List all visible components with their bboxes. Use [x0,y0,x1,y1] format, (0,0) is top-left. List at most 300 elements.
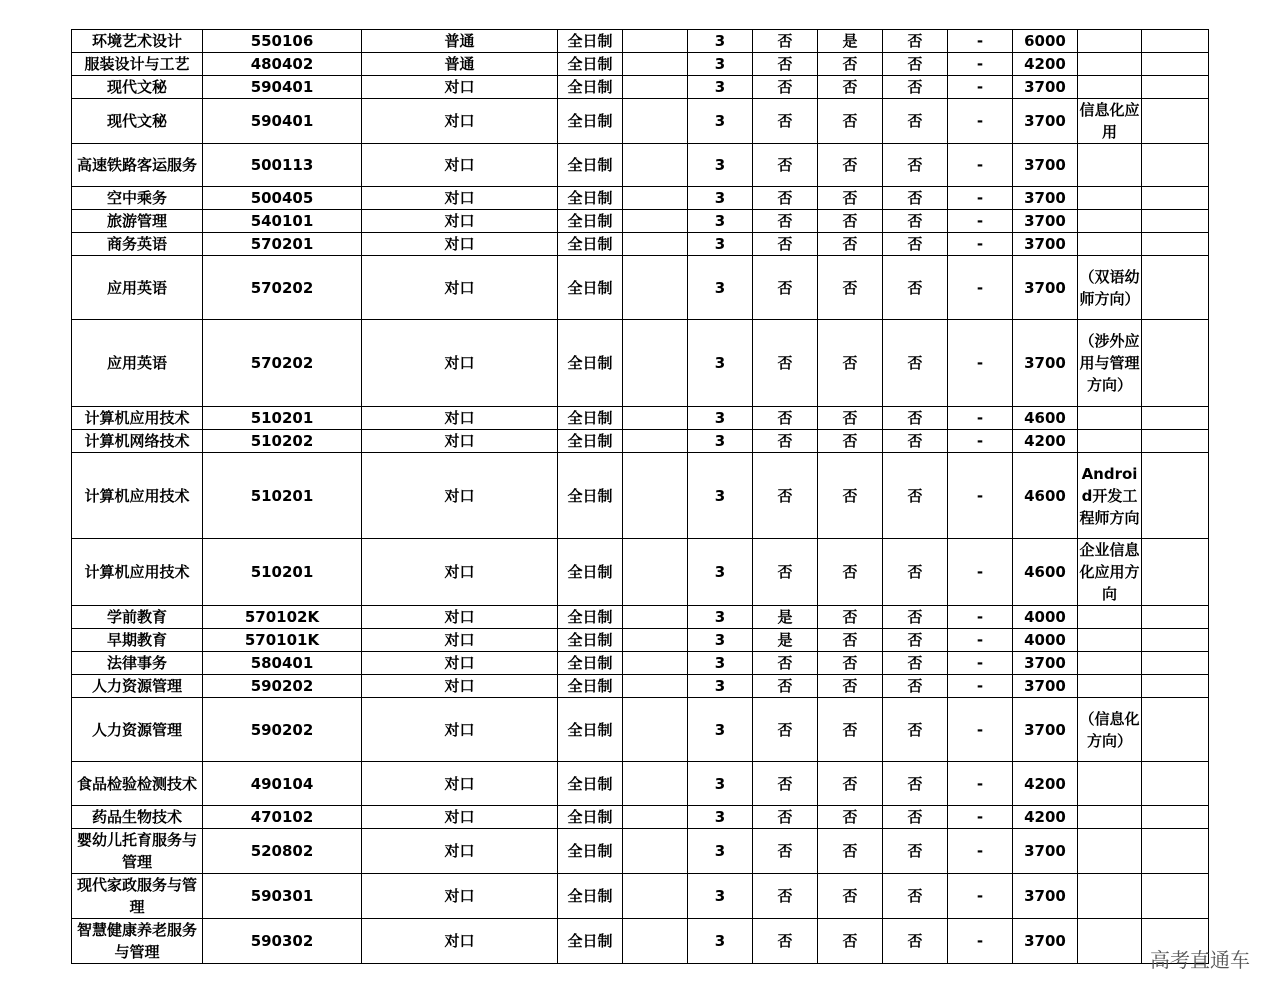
flag-3-cell: 否 [883,430,948,453]
blank-cell [623,144,688,187]
empty-cell [1142,698,1209,762]
admission-type-cell: 对口 [362,919,558,964]
blank-cell [623,874,688,919]
duration-years-cell: 3 [688,407,753,430]
table-row [72,187,1209,210]
major-code-cell: 570102K [203,606,362,629]
major-code-cell: 470102 [203,806,362,829]
duration-years-cell: 3 [688,30,753,53]
major-code-cell: 590302 [203,919,362,964]
flag-4-cell: - [948,30,1013,53]
note-cell [1078,874,1142,919]
flag-3-cell: 否 [883,539,948,606]
note-cell [1078,210,1142,233]
major-code-cell: 570202 [203,256,362,320]
admission-type-cell: 对口 [362,675,558,698]
study-mode-cell: 全日制 [558,233,623,256]
flag-2-cell: 否 [818,453,883,539]
flag-4-cell: - [948,629,1013,652]
table-row [72,698,1209,762]
blank-cell [623,453,688,539]
major-name-cell: 计算机应用技术 [72,453,203,539]
admission-type-cell: 对口 [362,829,558,874]
empty-cell [1142,829,1209,874]
flag-3-cell: 否 [883,919,948,964]
admission-type-cell: 对口 [362,453,558,539]
empty-cell [1142,430,1209,453]
duration-years-cell: 3 [688,76,753,99]
major-code-cell: 490104 [203,762,362,806]
flag-2-cell: 否 [818,256,883,320]
table-row [72,256,1209,320]
major-code-cell: 510202 [203,430,362,453]
major-code-cell: 590202 [203,698,362,762]
note-cell [1078,30,1142,53]
duration-years-cell: 3 [688,874,753,919]
table-row [72,430,1209,453]
note-cell: （涉外应用与管理方向） [1078,320,1142,407]
flag-2-cell: 否 [818,874,883,919]
flag-4-cell: - [948,675,1013,698]
major-code-cell: 550106 [203,30,362,53]
tuition-fee-cell: 4200 [1013,762,1078,806]
note-cell [1078,144,1142,187]
note-cell [1078,675,1142,698]
flag-4-cell: - [948,187,1013,210]
flag-4-cell: - [948,606,1013,629]
note-cell: Android开发工程师方向 [1078,453,1142,539]
flag-3-cell: 否 [883,76,948,99]
blank-cell [623,806,688,829]
major-name-cell: 计算机应用技术 [72,539,203,606]
major-name-cell: 食品检验检测技术 [72,762,203,806]
admission-type-cell: 对口 [362,233,558,256]
major-name-cell: 商务英语 [72,233,203,256]
table-body [72,30,1209,964]
flag-1-cell: 是 [753,606,818,629]
blank-cell [623,187,688,210]
major-code-cell: 590401 [203,76,362,99]
flag-4-cell: - [948,210,1013,233]
flag-4-cell: - [948,874,1013,919]
flag-3-cell: 否 [883,187,948,210]
major-code-cell: 500405 [203,187,362,210]
flag-2-cell: 否 [818,829,883,874]
blank-cell [623,256,688,320]
note-cell [1078,606,1142,629]
flag-4-cell: - [948,919,1013,964]
flag-3-cell: 否 [883,629,948,652]
major-name-cell: 现代文秘 [72,76,203,99]
flag-1-cell: 否 [753,806,818,829]
admission-type-cell: 对口 [362,430,558,453]
study-mode-cell: 全日制 [558,762,623,806]
tuition-fee-cell: 3700 [1013,233,1078,256]
flag-2-cell: 否 [818,320,883,407]
major-name-cell: 服装设计与工艺 [72,53,203,76]
admission-type-cell: 对口 [362,187,558,210]
flag-4-cell: - [948,652,1013,675]
flag-2-cell: 否 [818,675,883,698]
note-cell: （双语幼师方向） [1078,256,1142,320]
table-row [72,407,1209,430]
flag-2-cell: 否 [818,187,883,210]
blank-cell [623,652,688,675]
note-cell [1078,629,1142,652]
major-name-cell: 早期教育 [72,629,203,652]
table-row [72,606,1209,629]
duration-years-cell: 3 [688,606,753,629]
tuition-fee-cell: 3700 [1013,874,1078,919]
empty-cell [1142,652,1209,675]
flag-3-cell: 否 [883,698,948,762]
tuition-fee-cell: 3700 [1013,187,1078,210]
duration-years-cell: 3 [688,53,753,76]
admission-type-cell: 普通 [362,30,558,53]
table-row [72,652,1209,675]
blank-cell [623,320,688,407]
table-row [72,210,1209,233]
flag-3-cell: 否 [883,806,948,829]
blank-cell [623,919,688,964]
flag-1-cell: 否 [753,407,818,430]
major-code-cell: 480402 [203,53,362,76]
tuition-fee-cell: 3700 [1013,76,1078,99]
tuition-fee-cell: 4200 [1013,806,1078,829]
empty-cell [1142,629,1209,652]
major-code-cell: 590301 [203,874,362,919]
flag-4-cell: - [948,76,1013,99]
admission-type-cell: 对口 [362,606,558,629]
major-name-cell: 现代文秘 [72,99,203,144]
table-row [72,874,1209,919]
flag-1-cell: 否 [753,256,818,320]
empty-cell [1142,144,1209,187]
admission-type-cell: 对口 [362,320,558,407]
empty-cell [1142,762,1209,806]
study-mode-cell: 全日制 [558,919,623,964]
flag-4-cell: - [948,698,1013,762]
empty-cell [1142,806,1209,829]
major-code-cell: 590401 [203,99,362,144]
major-code-cell: 590202 [203,675,362,698]
study-mode-cell: 全日制 [558,606,623,629]
table-row [72,762,1209,806]
flag-2-cell: 否 [818,539,883,606]
duration-years-cell: 3 [688,675,753,698]
study-mode-cell: 全日制 [558,99,623,144]
blank-cell [623,30,688,53]
flag-2-cell: 否 [818,606,883,629]
blank-cell [623,233,688,256]
flag-3-cell: 否 [883,675,948,698]
flag-1-cell: 否 [753,99,818,144]
tuition-fee-cell: 6000 [1013,30,1078,53]
duration-years-cell: 3 [688,256,753,320]
flag-2-cell: 否 [818,76,883,99]
admission-type-cell: 对口 [362,407,558,430]
duration-years-cell: 3 [688,320,753,407]
flag-1-cell: 是 [753,629,818,652]
flag-1-cell: 否 [753,30,818,53]
study-mode-cell: 全日制 [558,76,623,99]
major-name-cell: 药品生物技术 [72,806,203,829]
tuition-fee-cell: 3700 [1013,144,1078,187]
flag-1-cell: 否 [753,430,818,453]
table-row [72,919,1209,964]
study-mode-cell: 全日制 [558,698,623,762]
flag-4-cell: - [948,320,1013,407]
duration-years-cell: 3 [688,99,753,144]
blank-cell [623,762,688,806]
flag-2-cell: 否 [818,698,883,762]
flag-3-cell: 否 [883,99,948,144]
admission-type-cell: 对口 [362,144,558,187]
major-name-cell: 法律事务 [72,652,203,675]
major-name-cell: 现代家政服务与管理 [72,874,203,919]
major-name-cell: 人力资源管理 [72,675,203,698]
table-row [72,53,1209,76]
flag-2-cell: 否 [818,53,883,76]
major-name-cell: 高速铁路客运服务 [72,144,203,187]
flag-4-cell: - [948,430,1013,453]
tuition-fee-cell: 4200 [1013,430,1078,453]
admission-type-cell: 对口 [362,762,558,806]
flag-3-cell: 否 [883,407,948,430]
flag-1-cell: 否 [753,874,818,919]
empty-cell [1142,187,1209,210]
empty-cell [1142,407,1209,430]
study-mode-cell: 全日制 [558,187,623,210]
blank-cell [623,539,688,606]
flag-1-cell: 否 [753,76,818,99]
admission-type-cell: 对口 [362,256,558,320]
flag-3-cell: 否 [883,53,948,76]
blank-cell [623,407,688,430]
admission-type-cell: 对口 [362,99,558,144]
tuition-fee-cell: 3700 [1013,829,1078,874]
flag-1-cell: 否 [753,187,818,210]
admission-type-cell: 对口 [362,76,558,99]
note-cell [1078,76,1142,99]
major-code-cell: 580401 [203,652,362,675]
major-name-cell: 智慧健康养老服务与管理 [72,919,203,964]
admission-type-cell: 对口 [362,806,558,829]
flag-4-cell: - [948,407,1013,430]
flag-2-cell: 否 [818,762,883,806]
empty-cell [1142,233,1209,256]
tuition-fee-cell: 4600 [1013,407,1078,430]
table-row [72,453,1209,539]
study-mode-cell: 全日制 [558,829,623,874]
watermark: 高考直通车 [1150,948,1250,972]
duration-years-cell: 3 [688,698,753,762]
flag-2-cell: 否 [818,806,883,829]
flag-3-cell: 否 [883,874,948,919]
flag-2-cell: 否 [818,629,883,652]
duration-years-cell: 3 [688,233,753,256]
note-cell [1078,829,1142,874]
tuition-fee-cell: 4600 [1013,539,1078,606]
blank-cell [623,76,688,99]
major-name-cell: 计算机应用技术 [72,407,203,430]
flag-1-cell: 否 [753,919,818,964]
admission-type-cell: 对口 [362,539,558,606]
study-mode-cell: 全日制 [558,430,623,453]
tuition-fee-cell: 3700 [1013,320,1078,407]
flag-2-cell: 是 [818,30,883,53]
note-cell: （信息化方向） [1078,698,1142,762]
tuition-fee-cell: 3700 [1013,256,1078,320]
empty-cell [1142,606,1209,629]
admission-type-cell: 对口 [362,874,558,919]
note-cell [1078,233,1142,256]
flag-4-cell: - [948,99,1013,144]
flag-4-cell: - [948,806,1013,829]
flag-3-cell: 否 [883,606,948,629]
note-cell [1078,762,1142,806]
tuition-fee-cell: 4200 [1013,53,1078,76]
flag-1-cell: 否 [753,829,818,874]
flag-3-cell: 否 [883,30,948,53]
study-mode-cell: 全日制 [558,256,623,320]
flag-1-cell: 否 [753,320,818,407]
note-cell [1078,187,1142,210]
major-name-cell: 环境艺术设计 [72,30,203,53]
flag-3-cell: 否 [883,829,948,874]
enrollment-table [71,29,1209,964]
flag-4-cell: - [948,233,1013,256]
flag-1-cell: 否 [753,539,818,606]
study-mode-cell: 全日制 [558,210,623,233]
empty-cell [1142,30,1209,53]
table-row [72,233,1209,256]
flag-4-cell: - [948,829,1013,874]
note-cell [1078,919,1142,964]
duration-years-cell: 3 [688,829,753,874]
table-row [72,539,1209,606]
flag-4-cell: - [948,762,1013,806]
major-name-cell: 婴幼儿托育服务与管理 [72,829,203,874]
note-cell [1078,53,1142,76]
table-row [72,829,1209,874]
major-code-cell: 570202 [203,320,362,407]
study-mode-cell: 全日制 [558,629,623,652]
note-cell: 企业信息化应用方向 [1078,539,1142,606]
empty-cell [1142,539,1209,606]
duration-years-cell: 3 [688,762,753,806]
flag-2-cell: 否 [818,233,883,256]
study-mode-cell: 全日制 [558,806,623,829]
blank-cell [623,210,688,233]
study-mode-cell: 全日制 [558,53,623,76]
note-cell: 信息化应用 [1078,99,1142,144]
flag-2-cell: 否 [818,919,883,964]
major-name-cell: 应用英语 [72,320,203,407]
empty-cell [1142,53,1209,76]
flag-1-cell: 否 [753,233,818,256]
admission-type-cell: 对口 [362,629,558,652]
tuition-fee-cell: 3700 [1013,698,1078,762]
empty-cell [1142,320,1209,407]
study-mode-cell: 全日制 [558,652,623,675]
note-cell [1078,652,1142,675]
flag-1-cell: 否 [753,698,818,762]
flag-1-cell: 否 [753,210,818,233]
flag-4-cell: - [948,256,1013,320]
duration-years-cell: 3 [688,919,753,964]
major-name-cell: 学前教育 [72,606,203,629]
flag-1-cell: 否 [753,762,818,806]
flag-3-cell: 否 [883,652,948,675]
flag-2-cell: 否 [818,144,883,187]
blank-cell [623,829,688,874]
major-code-cell: 570101K [203,629,362,652]
empty-cell [1142,675,1209,698]
blank-cell [623,430,688,453]
major-name-cell: 人力资源管理 [72,698,203,762]
duration-years-cell: 3 [688,539,753,606]
major-code-cell: 510201 [203,539,362,606]
duration-years-cell: 3 [688,187,753,210]
table-row [72,806,1209,829]
tuition-fee-cell: 3700 [1013,675,1078,698]
tuition-fee-cell: 4000 [1013,606,1078,629]
duration-years-cell: 3 [688,629,753,652]
blank-cell [623,698,688,762]
admission-type-cell: 对口 [362,652,558,675]
major-name-cell: 应用英语 [72,256,203,320]
admission-type-cell: 对口 [362,698,558,762]
note-cell [1078,430,1142,453]
tuition-fee-cell: 3700 [1013,919,1078,964]
tuition-fee-cell: 3700 [1013,652,1078,675]
study-mode-cell: 全日制 [558,144,623,187]
flag-4-cell: - [948,144,1013,187]
duration-years-cell: 3 [688,806,753,829]
blank-cell [623,675,688,698]
table-row [72,675,1209,698]
study-mode-cell: 全日制 [558,320,623,407]
major-code-cell: 540101 [203,210,362,233]
blank-cell [623,99,688,144]
flag-2-cell: 否 [818,430,883,453]
flag-1-cell: 否 [753,675,818,698]
note-cell [1078,806,1142,829]
duration-years-cell: 3 [688,453,753,539]
empty-cell [1142,76,1209,99]
study-mode-cell: 全日制 [558,675,623,698]
major-code-cell: 520802 [203,829,362,874]
flag-2-cell: 否 [818,652,883,675]
empty-cell [1142,99,1209,144]
flag-2-cell: 否 [818,210,883,233]
table-row [72,320,1209,407]
flag-1-cell: 否 [753,453,818,539]
table-row [72,629,1209,652]
empty-cell [1142,256,1209,320]
study-mode-cell: 全日制 [558,453,623,539]
table-row [72,76,1209,99]
major-code-cell: 570201 [203,233,362,256]
tuition-fee-cell: 4000 [1013,629,1078,652]
admission-type-cell: 对口 [362,210,558,233]
blank-cell [623,629,688,652]
major-code-cell: 510201 [203,407,362,430]
study-mode-cell: 全日制 [558,407,623,430]
study-mode-cell: 全日制 [558,539,623,606]
major-code-cell: 510201 [203,453,362,539]
